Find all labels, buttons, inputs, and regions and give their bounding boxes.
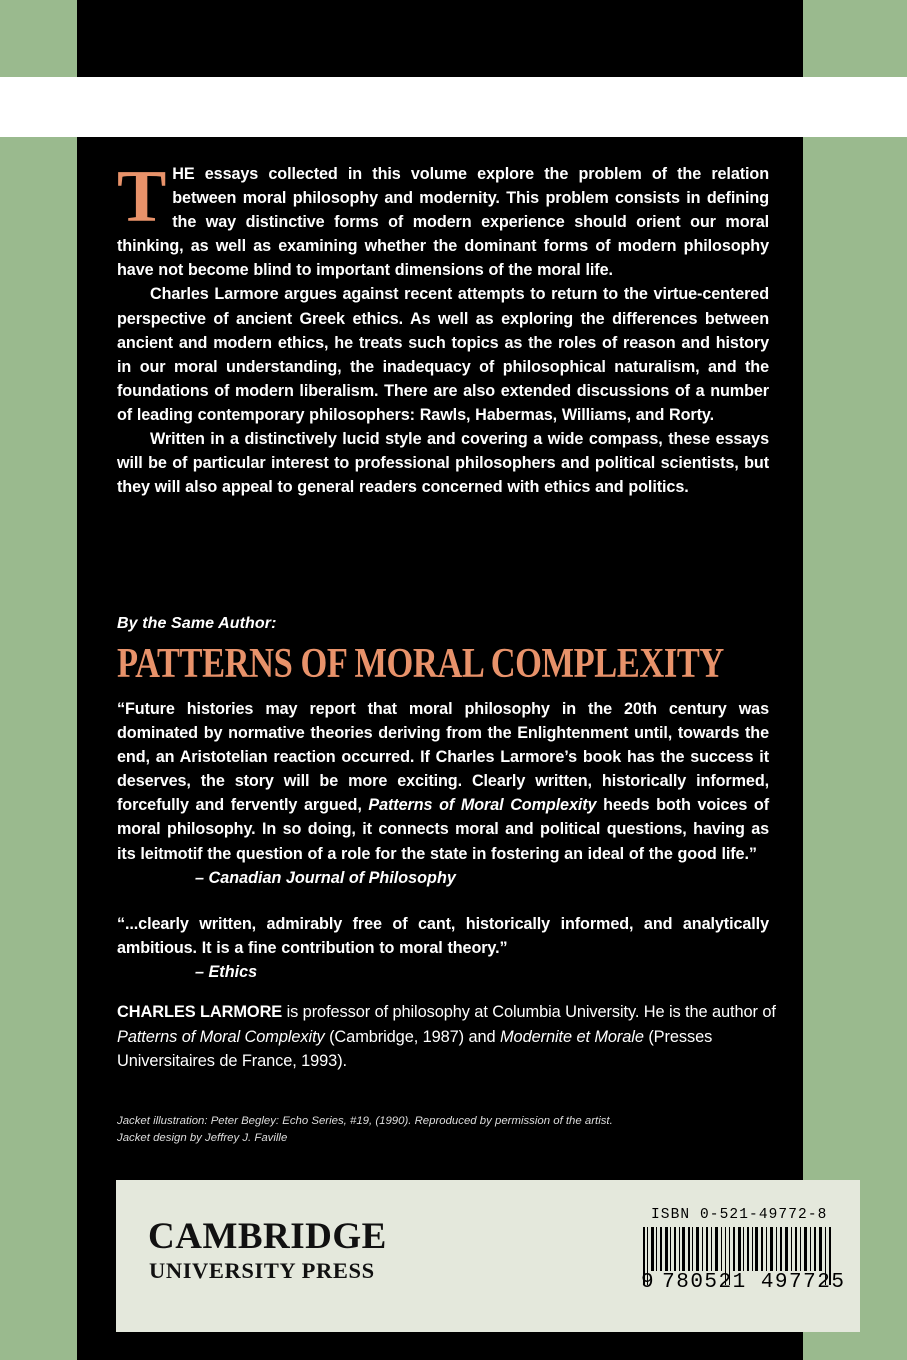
author-book-title-1: Patterns of Moral Complexity — [117, 1027, 325, 1046]
author-name: CHARLES LARMORE — [117, 1003, 283, 1021]
blurb-paragraph-1-text: HE essays collected in this volume explore the problem of the relation between moral philosophy and modernity. This problem consists in defining the way distinctive forms of modern experience should orient our moral thinking, as well as examining whether the dominant forms of modern philosophy have not become blind to important dimensions of the moral life. — [117, 165, 769, 280]
publisher-barcode-panel — [116, 1180, 860, 1332]
review-quote-1 — [117, 697, 769, 866]
publisher-subtitle: UNIVERSITY PRESS — [149, 1258, 375, 1283]
ean-number — [641, 1271, 846, 1294]
blurb-paragraph-2: Charles Larmore argues against recent attempts to return to the virtue-centered perspective of ancient Greek ethics. As well as exploring the differences between ancient and modern ethics, he treats such topics as the roles of reason and history in our moral understanding, the inadequacy of philosophical naturalism, and the foundations of modern liberalism. There are also extended discussions of a number of leading contemporary philosophers: Rawls, Habermas, Williams, and Rorty. — [117, 285, 769, 424]
white-scan-band — [0, 77, 907, 137]
other-book-title: PATTERNS OF MORAL COMPLEXITY — [117, 641, 724, 687]
jacket-design-credit: Jacket design by Jeffrey J. Faville — [117, 1131, 288, 1144]
review-quote-1-part2: heeds both voices of moral philosophy. In so doing, it connects moral and political questions, having as its leitmotif the question of a role for the state in fostering an ideal of the good life.” — [117, 796, 769, 863]
author-bio-text-2: (Cambridge, 1987) and — [324, 1027, 500, 1046]
author-bio-text-3: (Presses Universitaires de France, 1993). — [117, 1027, 713, 1070]
ean-main-digits: 780521 497725 — [662, 1271, 846, 1294]
ean-lead-digit: 9 — [641, 1271, 656, 1294]
blurb-paragraph-3: Written in a distinctively lucid style and covering a wide compass, these essays will be of particular interest to professional philosophers and political scientists, but they will also appeal to general readers concerned with ethics and politics. — [117, 430, 769, 497]
reviews-section — [117, 697, 769, 984]
review-quote-1-part1: “Future histories may report that moral philosophy in the 20th century was dominated by normative theories deriving from the Enlightenment until, towards the end, an Aristotelian reaction occurred. If Charles Larmore’s book has the success it deserves, the story will be more exciting. Clearly written, historically informed, forcefully and fervently argued, — [117, 700, 769, 815]
review-quote-2: “...clearly written, admirably free of cant, historically informed, and analytically ambitious. It is a fine contribution to moral theory.” — [117, 914, 769, 957]
publisher-name: CAMBRIDGE — [148, 1216, 387, 1257]
reviews-divider — [117, 890, 769, 912]
same-author-section — [117, 615, 777, 687]
author-bio — [117, 1000, 777, 1074]
barcode-block — [641, 1207, 846, 1294]
drop-cap-letter: T — [117, 156, 167, 238]
jacket-credits — [117, 1113, 777, 1146]
publisher-logo — [148, 1218, 387, 1284]
author-bio-text-1: is professor of philosophy at Columbia University. He is the author of — [282, 1003, 776, 1021]
author-book-title-2: Modernite et Morale — [500, 1027, 644, 1046]
same-author-label: By the Same Author: — [117, 615, 277, 632]
blurb-paragraph-1 — [117, 156, 769, 282]
review-source-1: – Canadian Journal of Philosophy — [195, 868, 456, 887]
jacket-illustration-credit: Jacket illustration: Peter Begley: Echo Series, #19, (1990). Reproduced by permission of the artist. — [117, 1115, 613, 1127]
blurb-copy — [117, 156, 769, 499]
review-source-2: – Ethics — [195, 962, 258, 981]
review-quote-1-italic-title: Patterns of Moral Complexity — [368, 796, 597, 815]
isbn-label: ISBN 0-521-49772-8 — [651, 1207, 828, 1223]
